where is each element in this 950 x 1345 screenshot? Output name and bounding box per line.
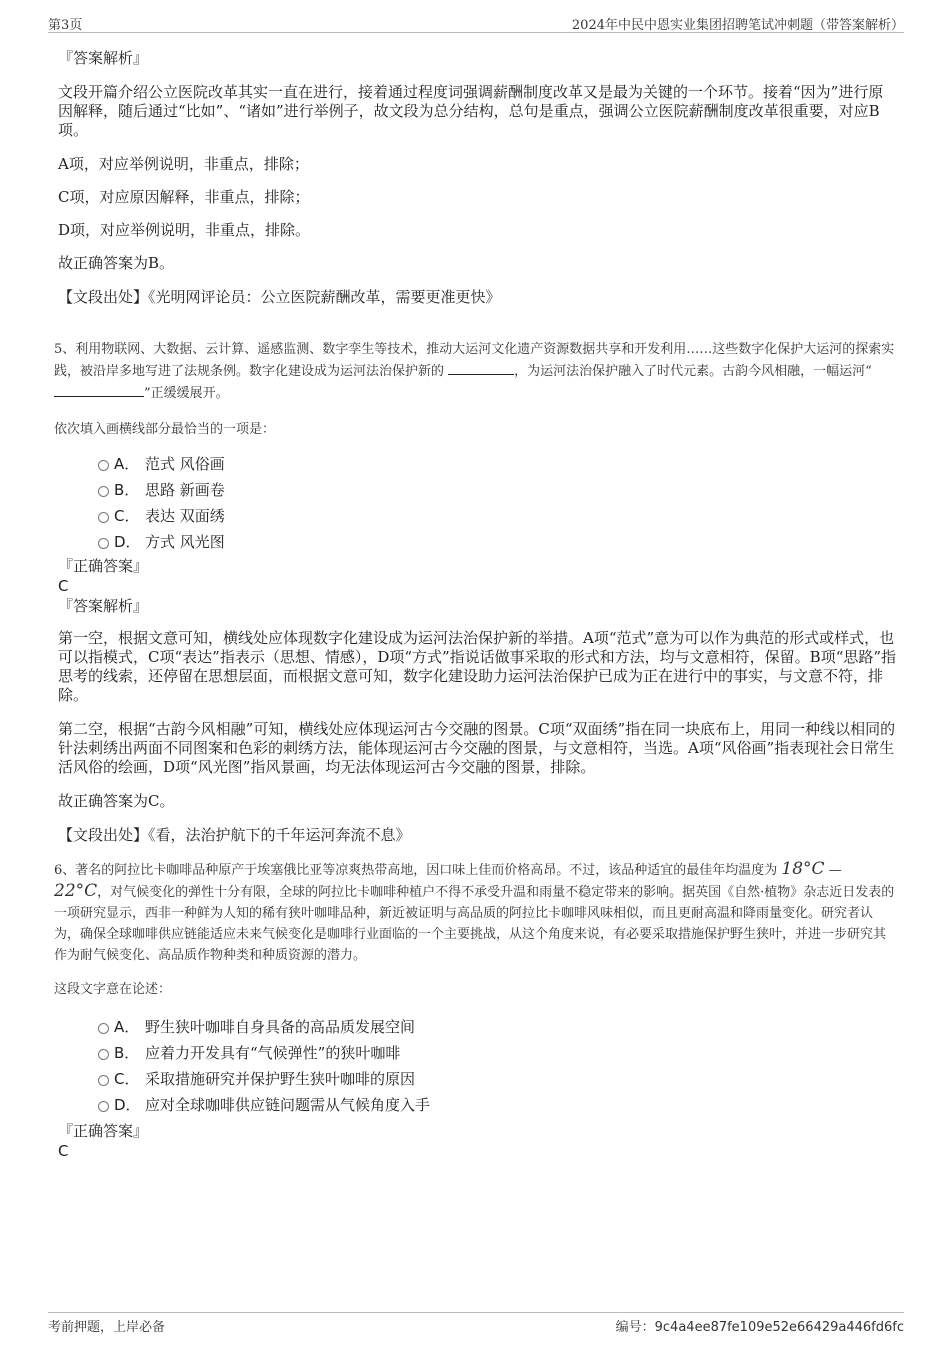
analysis-paragraph: 文段开篇介绍公立医院改革其实一直在进行，接着通过程度词强调薪酬制度改革又是最为关键的一个环节。接着“因为”进行原因解释，随后通过“比如”、“诸如”进行举例子，故文段为总分结构，总句是重点，强调公立医院薪酬制度改革很重要，对应B项。: [58, 83, 884, 139]
option-letter: D．: [114, 533, 141, 551]
final-answer-line: 故正确答案为B。: [58, 254, 175, 272]
temperature-high: 22°C: [54, 881, 98, 901]
option-b[interactable]: [58, 477, 898, 503]
option-c[interactable]: [58, 1066, 898, 1092]
option-text: 思路 新画卷: [145, 481, 225, 499]
question-prompt: 依次填入画横线部分最恰当的一项是：: [54, 422, 276, 437]
correct-answer-label: 『正确答案』: [58, 557, 149, 575]
question-stem: [54, 859, 898, 966]
radio-icon[interactable]: [98, 1101, 109, 1112]
option-d[interactable]: [58, 1092, 898, 1118]
temperature-low: 18°C: [781, 859, 825, 879]
radio-icon[interactable]: [98, 538, 109, 549]
page-number: 第3页: [48, 18, 83, 33]
analysis-paragraph: 第一空，根据文意可知，横线处应体现数字化建设成为运河法治保护新的举措。A项“范式”意为可以作为典范的形式或样式，也可以指模式，C项“表达”指表示（思想、情感），D项“方式”指说话做事采取的形式和方法，均与文意相符，保留。B项“思路”指思考的线索，还停留在思想层面，而根据文意可知，数字化建设助力运河法治保护已成为正在进行中的事实，与文意不符，排除。: [58, 629, 897, 704]
option-a[interactable]: [58, 1014, 898, 1040]
option-letter: B．: [114, 1044, 140, 1062]
analysis-paragraph: C项，对应原因解释，非重点，排除；: [58, 188, 310, 206]
option-text: 应对全球咖啡供应链问题需从气候角度入手: [145, 1096, 431, 1114]
stem-text: 6、著名的阿拉比卡咖啡品种原产于埃塞俄比亚等凉爽热带高地，因口味上佳而价格高昂。不过，该品种适宜的最佳年均温度为: [54, 863, 778, 878]
option-list: [58, 1014, 898, 1118]
radio-icon[interactable]: [98, 1049, 109, 1060]
page-content: [54, 45, 898, 1161]
option-text: 表达 双面绣: [145, 507, 225, 525]
option-c[interactable]: [58, 503, 898, 529]
source-line: 【文段出处】《光明网评论员：公立医院薪酬改革，需要更准更快》: [58, 288, 501, 306]
fill-blank: [54, 382, 144, 397]
page-footer: [48, 1312, 904, 1335]
question-prompt: 这段文字意在论述：: [54, 982, 172, 997]
radio-icon[interactable]: [98, 1023, 109, 1034]
option-b[interactable]: [58, 1040, 898, 1066]
option-letter: A．: [114, 1018, 140, 1036]
range-dash: —: [828, 863, 842, 878]
stem-text: ”正缓缓展开。: [144, 386, 229, 401]
option-letter: B．: [114, 481, 140, 499]
option-letter: D．: [114, 1096, 141, 1114]
radio-icon[interactable]: [98, 460, 109, 471]
document-title: 2024年中民中恩实业集团招聘笔试冲刺题（带答案解析）: [571, 18, 904, 33]
final-answer-line: 故正确答案为C。: [58, 792, 175, 810]
option-letter: C．: [114, 1070, 140, 1088]
correct-answer: C: [58, 577, 69, 595]
question-stem: [54, 340, 898, 404]
option-text: 野生狭叶咖啡自身具备的高品质发展空间: [145, 1018, 416, 1036]
radio-icon[interactable]: [98, 486, 109, 497]
option-a[interactable]: [58, 451, 898, 477]
document-code: 编号：9c4a4ee87fe109e52e66429a446fd6fc: [615, 1320, 904, 1335]
radio-icon[interactable]: [98, 512, 109, 523]
option-letter: C．: [114, 507, 140, 525]
analysis-paragraph: A项，对应举例说明，非重点，排除；: [58, 155, 309, 173]
footer-slogan: 考前押题，上岸必备: [48, 1320, 166, 1335]
analysis-paragraph: 第二空，根据“古韵今风相融”可知，横线处应体现运河古今交融的图景。C项“双面绣”指在同一块底布上，用同一种线以相同的针法刺绣出两面不同图案和色彩的刺绣方法，能体现运河古今交融的图景，与文意相符，当选。A项“风俗画”指表现社会日常生活风俗的绘画，D项“风光图”指风景画，均无法体现运河古今交融的图景，排除。: [58, 720, 896, 776]
option-text: 方式 风光图: [145, 533, 225, 551]
correct-answer-label: 『正确答案』: [58, 1122, 149, 1140]
option-text: 应着力开发具有“气候弹性”的狭叶咖啡: [145, 1044, 401, 1062]
page-header: [48, 12, 904, 33]
analysis-label: 『答案解析』: [58, 49, 149, 67]
option-text: 范式 风俗画: [145, 455, 225, 473]
option-d[interactable]: [58, 529, 898, 555]
stem-text: ，为运河法治保护融入了时代元素。古韵今风相融，一幅运河“: [514, 364, 872, 379]
analysis-label: 『答案解析』: [58, 597, 149, 615]
option-text: 采取措施研究并保护野生狭叶咖啡的原因: [145, 1070, 416, 1088]
option-letter: A．: [114, 455, 140, 473]
source-line: 【文段出处】《看，法治护航下的千年运河奔流不息》: [58, 826, 411, 844]
fill-blank: [448, 360, 514, 375]
stem-text: ，对气候变化的弹性十分有限，全球的阿拉比卡咖啡种植户不得不承受升温和雨量不稳定带来的影响。据英国《自然·植物》杂志近日发表的一项研究显示，西非一种鲜为人知的稀有狭叶咖啡品种，新近被证明与高品质的阿拉比卡咖啡风味相似，而且更耐高温和降雨量变化。研究者认为，确保全球咖啡供应链能适应未来气候变化是咖啡行业面临的一个主要挑战，从这个角度来说，有必要采取措施保护野生狭叶，并进一步研究其作为耐气候变化、高品质作物种类和种质资源的潜力。: [54, 885, 895, 963]
radio-icon[interactable]: [98, 1075, 109, 1086]
option-list: [58, 451, 898, 555]
analysis-paragraph: D项，对应举例说明，非重点，排除。: [58, 221, 311, 239]
stem-text: 5、利用物联网、大数据、云计算、遥感监测、数字孪生等技术，推动大运河文化遗产资源数据共享和开发利用……这些数字化保护大运河的探索实践，被沿岸多地写进了法规条例。数字化建设成为运河法治保护新的: [54, 342, 895, 379]
correct-answer: C: [58, 1142, 69, 1160]
